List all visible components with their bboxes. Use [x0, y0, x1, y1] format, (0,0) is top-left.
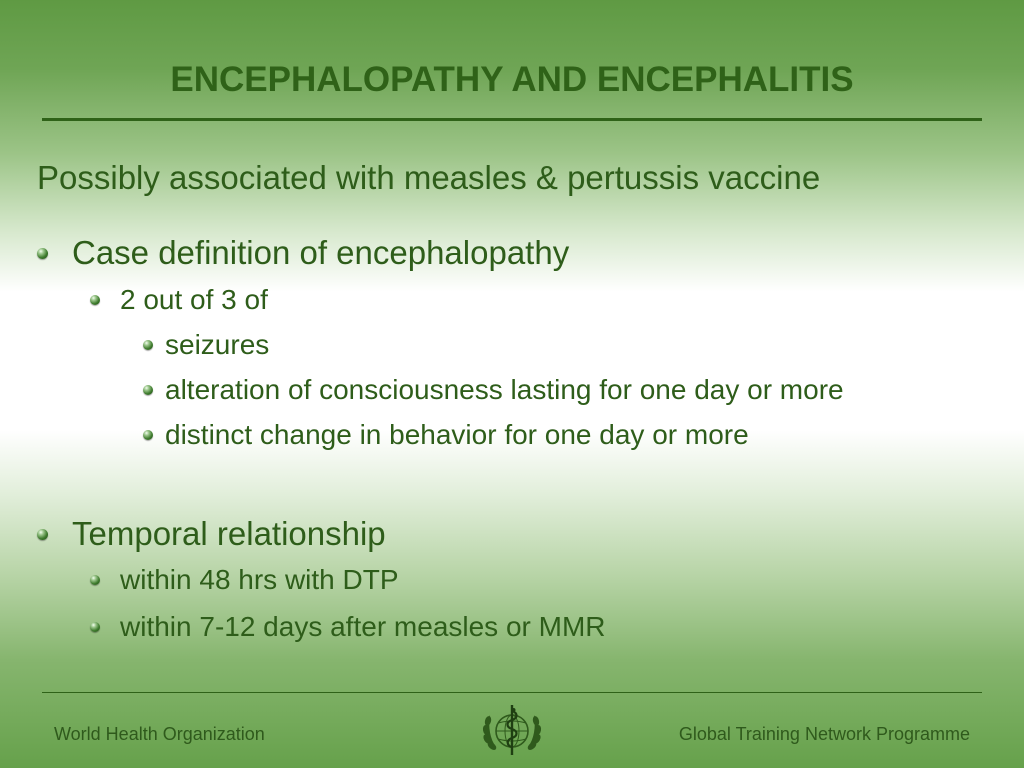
bullet-icon [37, 248, 48, 259]
slide-subtitle: Possibly associated with measles & pertussis vaccine [37, 159, 821, 196]
bullet-text: 2 out of 3 of [120, 284, 268, 315]
bullet-case-definition [37, 234, 569, 272]
bullet-text: distinct change in behavior for one day or more [165, 419, 749, 450]
bullet-icon [143, 430, 153, 440]
who-emblem-icon [478, 699, 546, 761]
bullet-text: within 48 hrs with DTP [120, 564, 399, 595]
bullet-icon [90, 622, 100, 632]
bullet-text: within 7-12 days after measles or MMR [120, 611, 606, 642]
bullet-dtp [90, 564, 399, 596]
bullet-two-of-three [90, 284, 268, 316]
bullet-icon [143, 385, 153, 395]
bullet-seizures [143, 329, 269, 361]
bullet-text: seizures [165, 329, 270, 360]
bullet-consciousness [143, 374, 844, 406]
bullet-text: alteration of consciousness lasting for one day or more [165, 374, 844, 405]
footer-programme: Global Training Network Programme [678, 724, 970, 744]
bullet-icon [143, 340, 153, 350]
bullet-behavior [143, 419, 749, 451]
bullet-icon [90, 295, 100, 305]
bullet-icon [90, 575, 100, 585]
title-divider [42, 118, 982, 121]
bullet-mmr [90, 611, 606, 643]
bullet-temporal-relationship [37, 515, 386, 553]
bullet-text: Temporal relationship [72, 515, 386, 552]
bullet-icon [37, 529, 48, 540]
footer-organization: World Health Organization [54, 724, 265, 744]
footer-divider [42, 692, 982, 693]
bullet-text: Case definition of encephalopathy [72, 234, 570, 271]
slide-title: ENCEPHALOPATHY AND ENCEPHALITIS [170, 60, 854, 99]
